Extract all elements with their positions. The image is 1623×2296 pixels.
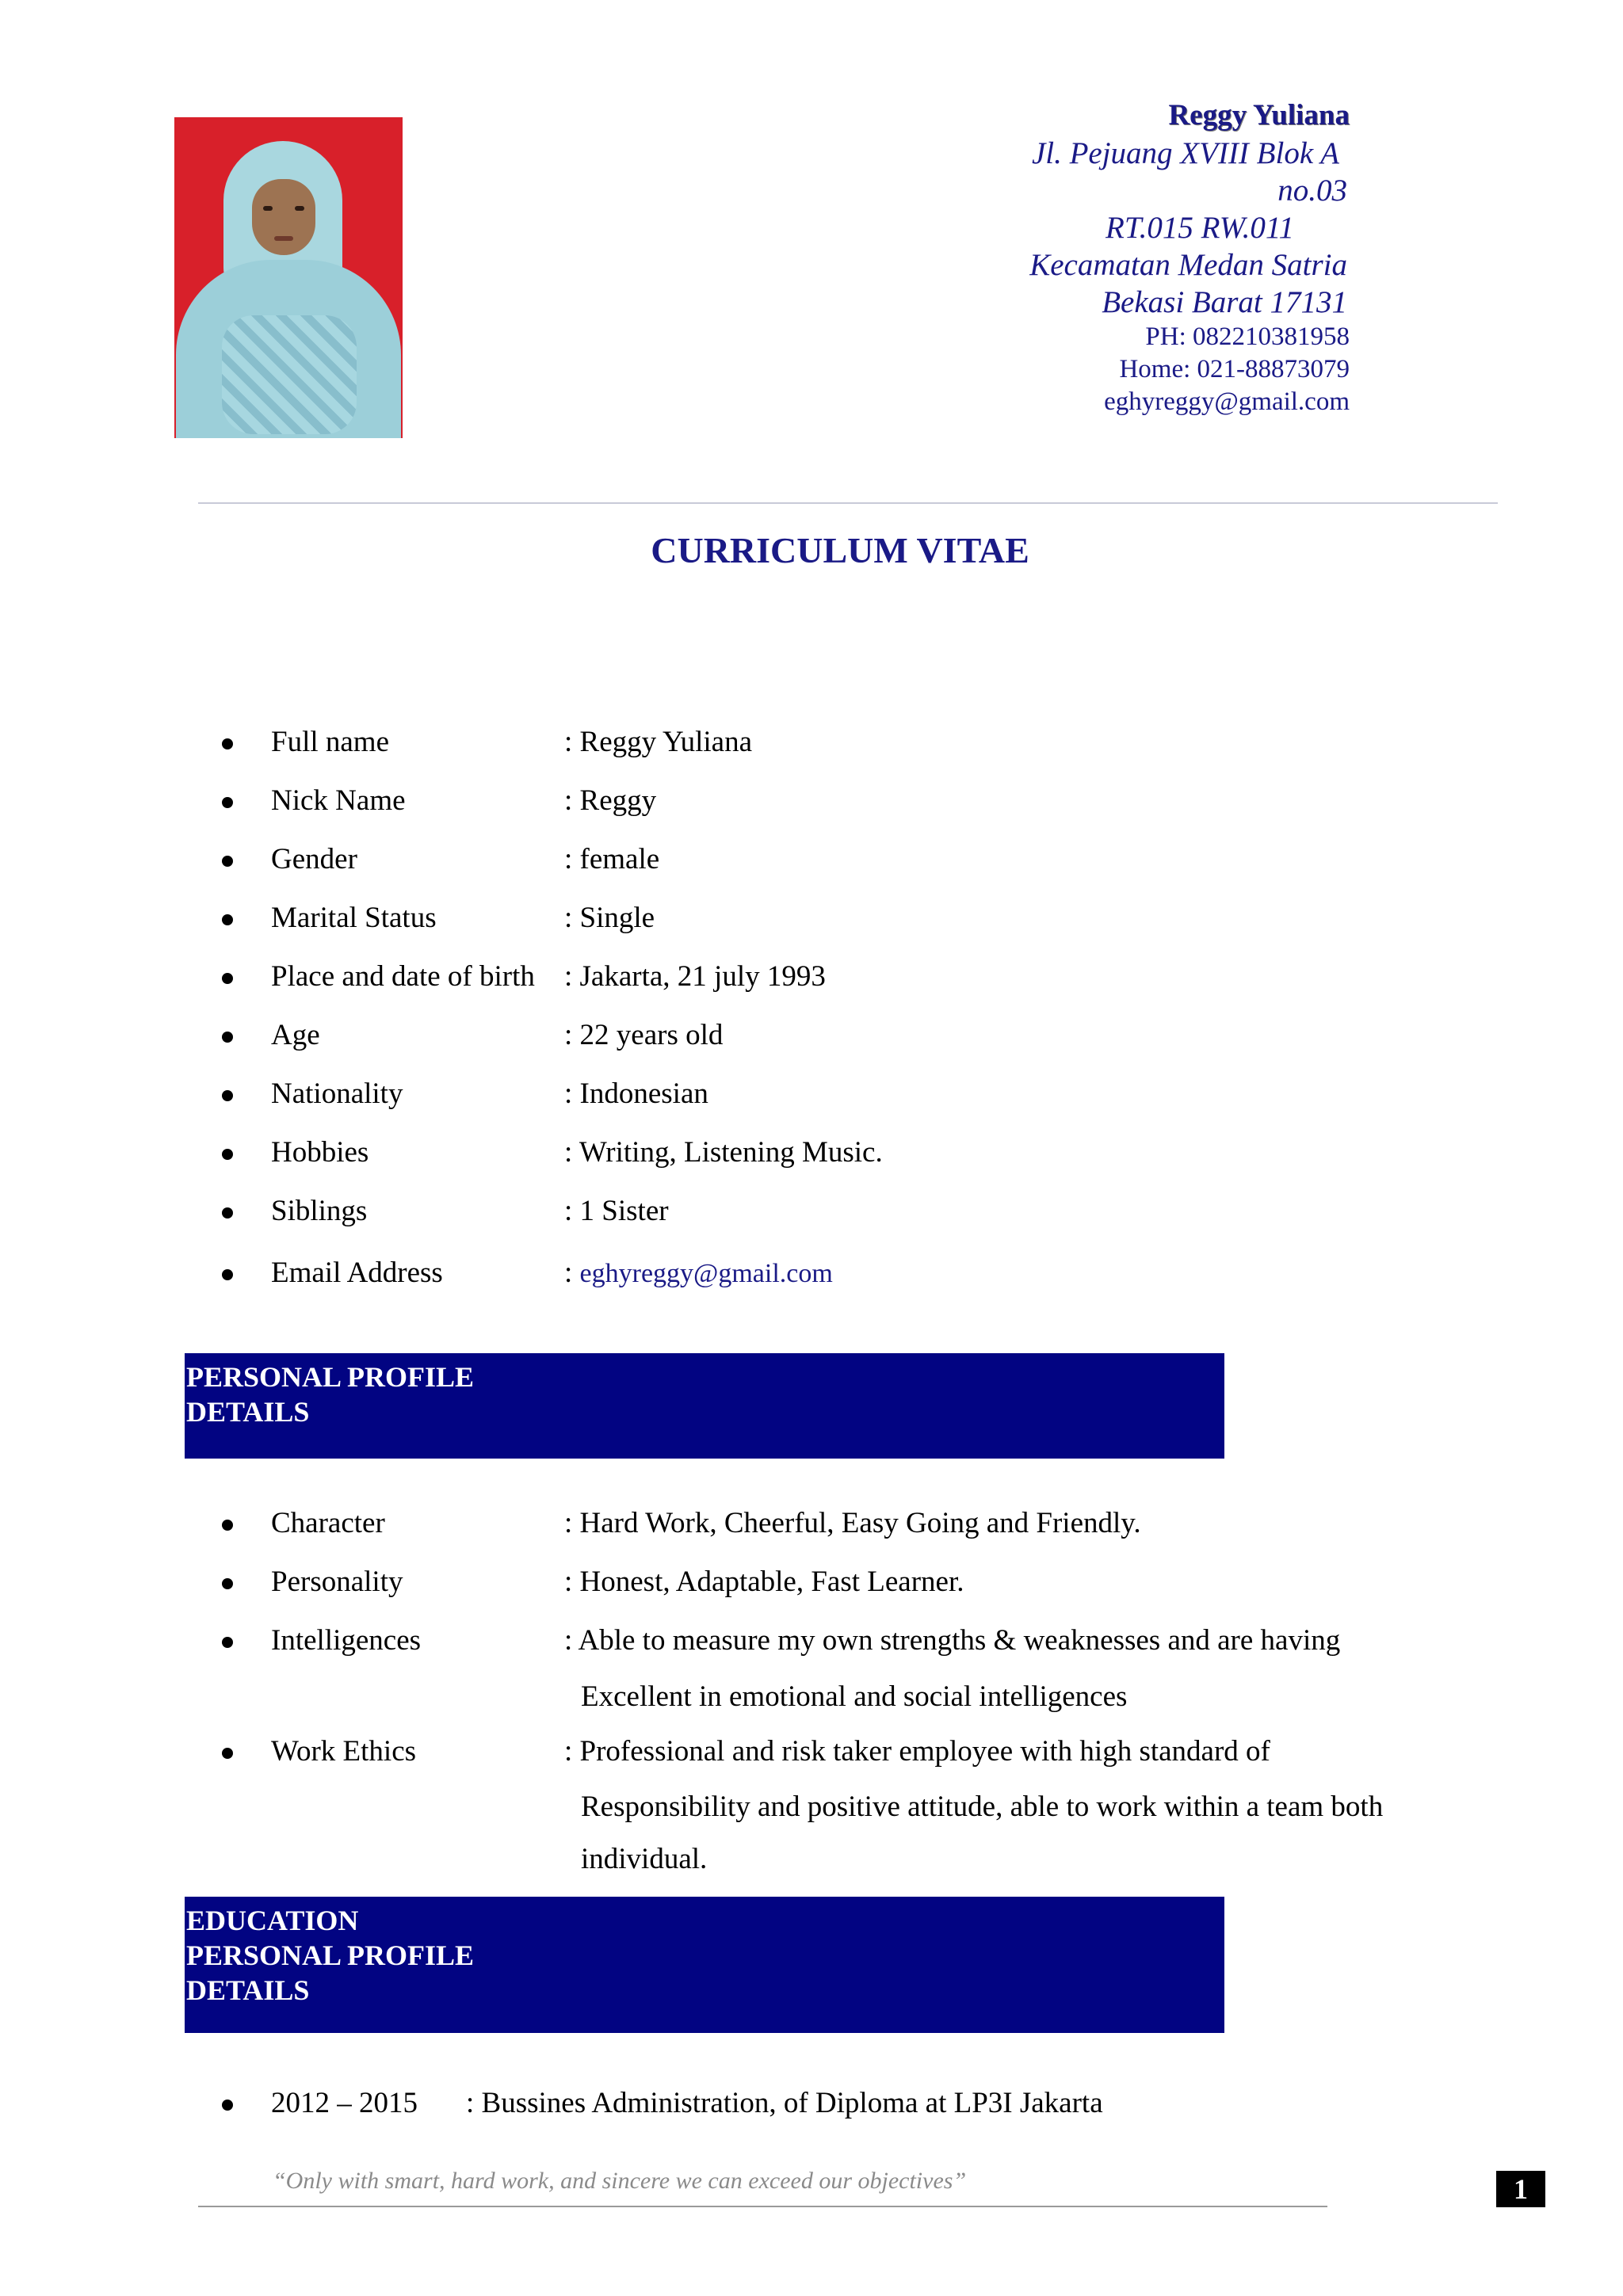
email-colon: :: [564, 1257, 580, 1289]
footer-divider: [198, 2206, 1327, 2207]
section-banner-education: [185, 1897, 1224, 2033]
field-label: Work Ethics: [271, 1735, 417, 1768]
page-number: 1: [1496, 2171, 1545, 2207]
field-value: : Able to measure my own strengths & weaknesses and are having: [564, 1624, 1341, 1657]
field-value: : 22 years old: [564, 1019, 724, 1051]
bullet-icon: [222, 1269, 233, 1280]
list-item: [0, 1562, 1623, 1610]
education-years: 2012 – 2015: [271, 2087, 418, 2119]
education-detail: : Bussines Administration, of Diploma at LP3I Jakarta: [466, 2087, 1103, 2119]
bullet-icon: [222, 914, 233, 925]
field-value-continued: individual.: [581, 1843, 708, 1875]
field-label: Personality: [271, 1566, 403, 1598]
profile-photo: [174, 117, 403, 438]
field-value: : Hard Work, Cheerful, Easy Going and Friendly.: [564, 1507, 1141, 1539]
address-line-5: Bekasi Barat 17131: [1102, 285, 1347, 319]
list-item: [0, 1621, 1623, 1669]
banner-line: DETAILS: [186, 1396, 310, 1428]
bullet-icon: [222, 2100, 233, 2111]
field-value-continued: Excellent in emotional and social intelligences: [581, 1680, 1128, 1713]
bullet-icon: [222, 1520, 233, 1531]
address-line-3: RT.015 RW.011: [1106, 211, 1294, 245]
field-label: Hobbies: [271, 1136, 369, 1169]
field-value-continued: Responsibility and positive attitude, able to work within a team both: [581, 1791, 1384, 1823]
list-item: [0, 723, 1623, 770]
list-item: [0, 1016, 1623, 1063]
field-label: Marital Status: [271, 902, 437, 934]
bullet-icon: [222, 1748, 233, 1759]
field-label: Nationality: [271, 1077, 403, 1110]
field-label: Place and date of birth: [271, 960, 535, 993]
list-item: [0, 957, 1623, 1005]
footer-quote: “Only with smart, hard work, and sincere we can exceed our objectives”: [273, 2168, 967, 2194]
banner-line: PERSONAL PROFILE: [186, 1939, 475, 1971]
field-value: : female: [564, 843, 660, 875]
bullet-icon: [222, 1090, 233, 1101]
email-link[interactable]: eghyreggy@gmail.com: [579, 1259, 833, 1288]
field-label: Gender: [271, 843, 357, 875]
field-label: Age: [271, 1019, 320, 1051]
field-label: Full name: [271, 726, 390, 758]
section-banner-personal-profile: [185, 1353, 1224, 1459]
field-value: [564, 1253, 833, 1294]
field-label: Character: [271, 1507, 385, 1539]
list-item: [0, 1074, 1623, 1122]
bullet-icon: [222, 856, 233, 867]
header-phone: PH: 082210381958: [1145, 322, 1350, 351]
header-divider: [198, 502, 1498, 504]
header-name: Reggy Yuliana: [1168, 99, 1350, 132]
list-item: [0, 1192, 1623, 1239]
bullet-icon: [222, 1578, 233, 1589]
bullet-icon: [222, 1149, 233, 1160]
bullet-icon: [222, 973, 233, 984]
field-label: Nick Name: [271, 784, 406, 817]
address-line-2: no.03: [1277, 174, 1347, 208]
list-item: [0, 2084, 1623, 2131]
bullet-icon: [222, 1032, 233, 1043]
list-item: [0, 840, 1623, 887]
field-label: Email Address: [271, 1257, 443, 1289]
banner-line: DETAILS: [186, 1974, 310, 2006]
field-label: Intelligences: [271, 1624, 422, 1657]
field-value: : Single: [564, 902, 655, 934]
bullet-icon: [222, 738, 233, 749]
banner-line: PERSONAL PROFILE: [186, 1361, 475, 1393]
bullet-icon: [222, 797, 233, 808]
field-value: : Indonesian: [564, 1077, 708, 1110]
list-item: [0, 1504, 1623, 1551]
field-value: : Reggy: [564, 784, 657, 817]
address-line-4: Kecamatan Medan Satria: [1029, 248, 1347, 282]
field-value: : Professional and risk taker employee with high standard of: [564, 1735, 1270, 1768]
page-title: CURRICULUM VITAE: [651, 530, 1029, 570]
list-item: [0, 1253, 1623, 1301]
banner-line: EDUCATION: [186, 1905, 359, 1936]
address-line-1: Jl. Pejuang XVIII Blok A: [1031, 136, 1339, 170]
bullet-icon: [222, 1637, 233, 1648]
header-email[interactable]: eghyreggy@gmail.com: [1104, 387, 1350, 416]
header-home-phone: Home: 021-88873079: [1119, 355, 1350, 383]
list-item: [0, 898, 1623, 946]
field-label: Siblings: [271, 1195, 368, 1227]
bullet-icon: [222, 1207, 233, 1219]
field-value: : Honest, Adaptable, Fast Learner.: [564, 1566, 964, 1598]
list-item: [0, 1133, 1623, 1180]
field-value: : 1 Sister: [564, 1195, 669, 1227]
field-value: : Jakarta, 21 july 1993: [564, 960, 826, 993]
list-item: [0, 1732, 1623, 1779]
list-item: [0, 781, 1623, 829]
field-value: : Writing, Listening Music.: [564, 1136, 883, 1169]
field-value: : Reggy Yuliana: [564, 726, 753, 758]
